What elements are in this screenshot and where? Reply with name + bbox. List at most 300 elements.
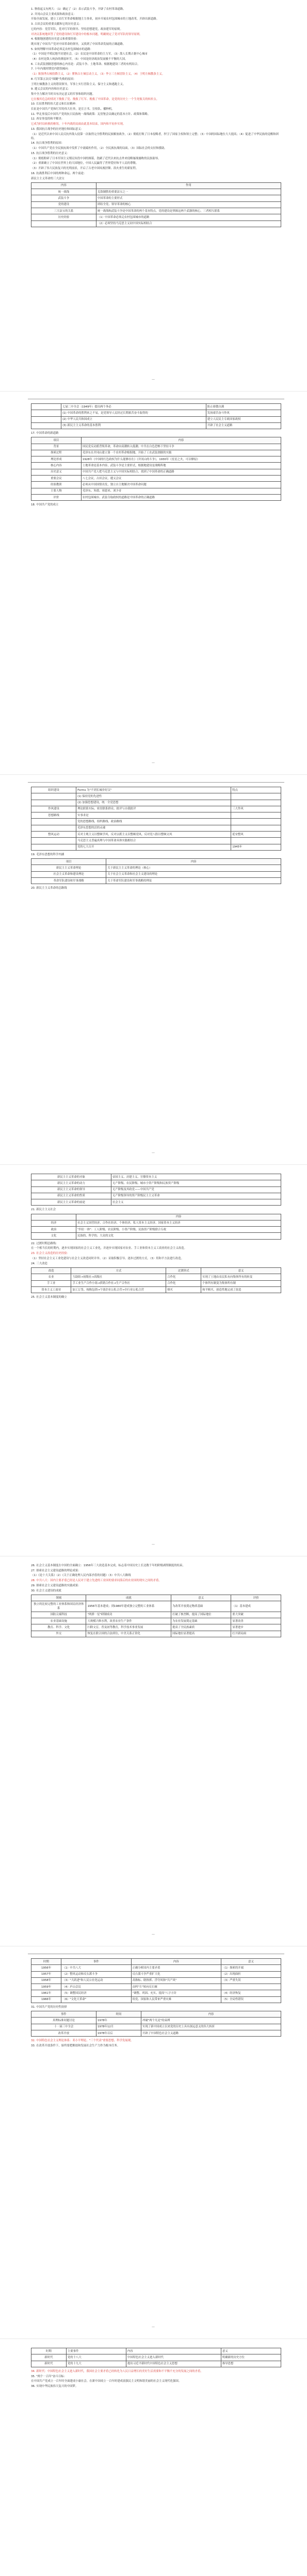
table-cell: 和平赎买，创造性地完成了改造 [201, 1287, 281, 1293]
table-cell: 时期 [31, 2348, 67, 2354]
section-note: 18. 中国共产党的成立 [31, 503, 59, 507]
table-cell: "两弹一星"研制成功 [86, 1612, 171, 1618]
table-cell: 由纠"左"转向反右倾 [131, 1984, 221, 1990]
table-cell [231, 812, 281, 819]
table-cell [231, 800, 281, 806]
table-cell: 经验教训 [31, 482, 82, 488]
table-cell: 党的十九大 [66, 2361, 126, 2367]
table-row [31, 1996, 281, 2003]
new-era-table [31, 2348, 281, 2367]
table-cell: 社会主义革命和建设理论 [31, 871, 106, 877]
text-line: 长征是中国共产党和红军的伟大壮举，是宣言书、宣传队、播种机。 [31, 108, 115, 111]
table-cell: （5）全局性错误 [221, 1996, 281, 2003]
text-line: 3. 古田会议的重要贡献和它的历史意义： [31, 23, 82, 26]
table-cell: 重要会议 [31, 476, 82, 482]
table-cell: 建立人民民主专政国家政权 [206, 416, 281, 422]
table-row [31, 463, 281, 469]
table-cell: 新民主主义革命理论 [31, 865, 106, 871]
table-cell [231, 793, 281, 800]
table-cell: 团结全党、领导革命的核心 [96, 201, 281, 208]
table-cell: 三大作风 [231, 806, 281, 812]
table-cell: 高指标、瞎指挥、浮夸风和"共产风" [131, 1977, 221, 1984]
table-cell: (2) 加强思想建设，统一全党思想 [76, 800, 231, 806]
page-7 [0, 2339, 307, 2576]
exploration-table [31, 1958, 281, 2003]
table-cell: 党的思想路线、组织路线、政治路线 [76, 819, 231, 825]
table-row [31, 189, 281, 195]
table-row [31, 1199, 281, 1206]
revolution-path-table [31, 437, 281, 501]
table-cell: 1978年以后 [96, 2030, 141, 2037]
table-row [31, 800, 281, 806]
table-cell: 历史经验 [31, 214, 96, 221]
text-line: 对决议系统地回答了党的建设和红军建设中的根本问题，明确规定了党对军队的领导原则。 [31, 32, 142, 36]
table-cell: 独立的比较完整的工业体系和国民经济体系 [31, 1601, 86, 1612]
table-header: 作用 [96, 182, 281, 189]
table-header: 成就 [86, 1595, 171, 1601]
section-title: 24. 三大改造 [31, 1262, 47, 1265]
table-cell: 新民主主义革命的对象 [31, 1174, 111, 1180]
table-row [31, 1984, 281, 1990]
table-cell: 无产阶级及其政党——中国共产党 [111, 1187, 281, 1193]
table-row [31, 1618, 281, 1624]
table-row [31, 1274, 281, 1280]
mao-thought-table [31, 858, 281, 884]
table-title: 新民主主义革命的三大法宝 [31, 177, 64, 180]
page-footer: — [152, 378, 155, 381]
table-header: 意义 [201, 1268, 281, 1274]
table-cell [31, 825, 76, 831]
page-3 [0, 775, 307, 1165]
text-line: 34. 新时代：中国特色社会主义进入新时代，我国社会主要矛盾已经转化为人民日益增长的美好生活需要和不平衡不充分的发展之间的矛盾。 [31, 2369, 203, 2373]
table-cell: 加工订货、统购包销→个别企业公私合营→全行业公私合营 [71, 1287, 166, 1293]
page-footer: — [152, 1543, 155, 1546]
table-cell: 主要人物 [31, 488, 82, 494]
table-cell: 文化 [31, 1233, 76, 1239]
table-cell: 实事求是 [76, 812, 231, 819]
table-cell: 实现了土地由农民私有向集体所有的转变 [201, 1274, 281, 1280]
table-cell: 1956年基本建成；到1980年建成独立完整的工业体系 [86, 1601, 171, 1612]
text-line: （1）彻底粉碎了日本军国主义殖民奴役中国的图谋，洗刷了近代以来抗击外来侵略屡战屡败的民族耻辱。 [31, 157, 161, 160]
table-row [31, 871, 281, 877]
table-cell: 1978年 [96, 2018, 141, 2024]
table-cell: "调整、巩固、充实、提高"八字方针 [131, 1990, 221, 1996]
table-cell: 开辟了中国特色社会主义道路 [141, 2030, 281, 2037]
table-row [31, 787, 281, 793]
table-row [31, 806, 281, 812]
table-cell: 新民主主义革命的前途 [31, 1199, 111, 1206]
table-row [31, 1624, 281, 1631]
table-cell: 手工业 [31, 1280, 71, 1286]
table-row [31, 422, 281, 429]
table-header: 意义 [171, 1595, 231, 1601]
table-cell: 毛泽东在井冈山建立第一个农村革命根据地，开始了工农武装割据的实践 [81, 450, 281, 456]
table-cell: 改革开放 [31, 2030, 96, 2037]
table-cell: 合作化 [166, 1280, 201, 1286]
table-cell: 马克思主义普遍真理与中国革命具体实践相结合 [76, 838, 231, 844]
text-line: 29. 探索社会主义建设道路的实践成果： [31, 1584, 81, 1587]
table-cell: 1978年12月 [96, 2024, 141, 2030]
table-cell: 历史意义 [31, 469, 82, 475]
table-row [31, 208, 281, 214]
text-line: 4. 根据地创建的历史意义和重要经验： [31, 38, 79, 41]
table-row [31, 819, 281, 825]
table-header: 内容 [131, 1959, 221, 1965]
table-row [31, 1612, 281, 1618]
table-cell: 作风建设 [31, 806, 76, 812]
table-row [31, 1233, 281, 1239]
table-row [31, 494, 281, 500]
table-cell: 党的十八大 [66, 2354, 126, 2361]
table-cell: 土地革命是基本内容，武装斗争是主要形式，根据地建设是战略阵地 [81, 463, 281, 469]
table-cell: 为农业发展奠定基础 [171, 1618, 231, 1624]
table-row [31, 1990, 281, 1996]
text-line: （3）开辟了伟大民族复兴的光明前景，开启了古老中国凤凰涅槃、浴火重生的新征程。 [31, 166, 139, 170]
table-row [31, 2024, 281, 2030]
table-row [31, 195, 281, 201]
table-cell: 无产阶级、农民阶级、城市小资产阶级和民族资产阶级 [111, 1180, 281, 1187]
table-cell: 1958年 [31, 1977, 61, 1984]
table-cell: 关于新民主主义革命的理论（核心） [106, 865, 281, 871]
table-cell: 给党、国家和人民带来严重灾难 [131, 1996, 221, 2003]
table-cell: 合作化 [166, 1274, 201, 1280]
table-row [31, 1280, 281, 1286]
table-cell: 大规模兴修水利，改善农业生产条件 [86, 1618, 171, 1624]
section-note: 20. 新民主主义革命的总路线 [31, 887, 67, 890]
table-cell [31, 838, 76, 844]
table-cell: 主要事件 [66, 2348, 126, 2354]
table-cell: 为改革开放奠定物质基础 [171, 1601, 231, 1612]
table-cell: 1966年 [31, 1996, 61, 2003]
table-cell: 思想路线 [31, 812, 76, 819]
table-cell: （1）基本建成 [231, 1601, 281, 1612]
table-cell: 正确分析国内主要矛盾 [131, 1965, 221, 1971]
table-row [31, 832, 281, 838]
table-cell [31, 404, 61, 410]
table-cell: 重大突破 [231, 1612, 281, 1618]
text-line: 开始全面发展，建立工农红军革命根据地主力事业，初步开展农村包围城市的土地改革，开辟出新道路。 [31, 18, 159, 21]
table-cell: "四位一体"：工人阶级、农民阶级、小资产阶级、民族资产阶级联合专政 [76, 1227, 281, 1233]
table-cell: 新民主主义革命的动力 [31, 1180, 111, 1187]
table-cell: 新时代 [31, 2354, 67, 2361]
table-cell: (1) 中国革命的胜利来之不易，是党领导人民经过长期艰苦奋斗取得的 [61, 410, 206, 416]
table-cell: 关于社会主义革命和社会主义建设的理论 [106, 871, 281, 877]
text-line: 15. 抗日战争胜利的历史意义： [31, 151, 70, 155]
table-cell: 毛泽东思想的活的灵魂 [76, 825, 231, 831]
text-line: （2）重新确立了中国在世界上的大国地位，中国人民赢得了世界爱好和平人民的尊敬。 [31, 162, 139, 165]
table-row [31, 844, 281, 850]
table-cell: 国民党反动派背叛革命，革命由高潮转入低潮；中共在白色恐怖下坚持斗争 [81, 444, 281, 450]
text-line: 王明左倾教条主义的错误领导，军事上实行冒险主义、保守主义和逃跑主义。 [31, 82, 126, 86]
table-row [31, 404, 281, 410]
table-cell: 打破了核垄断，提高了国际地位 [171, 1612, 231, 1618]
table-cell: 统一战线 [31, 189, 96, 195]
table-row [31, 2018, 281, 2024]
text-line: 33. 在改革开放条件下，始终要把解放和发展社会生产力作为根本任务。 [31, 2044, 120, 2048]
table-cell: 开辟了社会主义道路 [206, 422, 281, 429]
page-footer: — [152, 1151, 155, 1155]
table-row [31, 1977, 281, 1984]
table-cell: 必须从中国国情出发，独立自主地解决中国革命问题 [81, 482, 281, 488]
table-cell: 意义 [221, 2348, 281, 2354]
table-cell: 新时代 [31, 2361, 67, 2367]
table-cell: 党的七大召开 [76, 844, 231, 850]
text-line: （1）《论十大关系》（2）《关于正确处理人民内部矛盾的问题》（3）中共八大路线 [31, 1574, 131, 1578]
table-row [31, 1287, 281, 1293]
table-header: 方式 [71, 1268, 166, 1274]
table-row [31, 2348, 281, 2354]
table-cell: 新民主主义革命的性质 [31, 1193, 111, 1199]
text-line: 26. 社会主义基本制度在中国的全面确立：1956年三大改造基本完成，标志着中国历史上长达数千年的阶级剥削制度的结束。 [31, 1564, 185, 1567]
table-header: 时间 [96, 2011, 141, 2018]
table-header: 内容 [141, 2011, 281, 2018]
table-cell: 反对主观主义以整顿学风，反对宗派主义以整顿党风，反对党八股以整顿文风 [76, 832, 231, 838]
text-line: 36. 实现中华民族伟大复兴的中国梦。 [31, 2385, 78, 2388]
table-row [31, 1965, 281, 1971]
table-cell: 1928年《中国的红色政权为什么能够存在》《井冈山的斗争》，1930年《星星之火，可以燎原》 [81, 456, 281, 463]
table-row [31, 877, 281, 884]
table-cell [31, 221, 96, 227]
table-row [31, 2030, 281, 2037]
page-footer: — [152, 1933, 155, 1936]
table-row [31, 456, 281, 463]
text-line: 在中国共产党成立一百年时全面建成小康社会，在新中国成立一百年时建成富强民主文明和谐美丽的社会主义现代化强国。 [31, 2380, 182, 2383]
table-header: 时期 [31, 1959, 61, 1965]
table-cell: 提高了全民族素质 [171, 1624, 231, 1631]
table-row [31, 1227, 281, 1233]
achievements-table [31, 1595, 281, 1637]
table-cell: 核心内容 [31, 463, 82, 469]
table-cell: Forms 为"不到长城非好汉" [76, 787, 231, 793]
table-cell: 明确新的历史方位 [221, 2354, 281, 2361]
table-cell: 指导思想 [221, 2361, 281, 2367]
table-row [31, 793, 281, 800]
table-cell [31, 416, 61, 422]
table-cell: 关于革命军队建设和军事战略的理论 [106, 877, 281, 884]
section-title: 21. 新民主主义社会 [31, 1208, 56, 1212]
table-header: 内容 [106, 859, 281, 865]
table-header: 领域 [31, 1595, 86, 1601]
table-cell: 中国特色社会主义进入新时代 [126, 2354, 221, 2361]
table-cell: （2）整风运动和反右派斗争 [61, 1971, 132, 1977]
table-cell: 真理标准问题讨论 [31, 2018, 96, 2024]
page-1 [0, 0, 307, 392]
table-cell: 武装斗争 [31, 195, 96, 201]
table-header: 内容 [76, 1214, 281, 1220]
table-cell: 反右派斗争严重扩大化 [131, 1971, 221, 1977]
text-line: 它在极其危急的情况下挽救了党、挽救了红军、挽救了中国革命，是党的历史上一个生死攸关的转折点。 [31, 97, 159, 101]
table-row [31, 865, 281, 871]
text-line: 14. 抗日战争胜利的原因： [31, 142, 64, 145]
table-cell: 国防尖端科技 [31, 1612, 86, 1618]
continued-table [31, 403, 281, 429]
table-cell: 1961年 [31, 1990, 61, 1996]
text-line: 22. 过渡时期总路线： [31, 1242, 59, 1245]
table-row [31, 201, 281, 208]
table-cell [31, 819, 76, 825]
section-title: 19. 毛泽东思想的科学内涵 [31, 853, 64, 856]
table-row [31, 221, 281, 227]
table-row [31, 1193, 281, 1199]
table-cell: 冲破"两个凡是"的束缚 [141, 2018, 281, 2024]
table-cell: 探索过程 [31, 450, 82, 456]
table-cell: 1957年 [31, 1971, 61, 1977]
table-cell: 教育、科学、文化 [31, 1624, 86, 1631]
page-footer: — [152, 2325, 155, 2329]
table-cell: 防止骄傲自满 [206, 404, 281, 410]
table-cell: 赎买 [166, 1287, 201, 1293]
text-line: 1. 秋收起义有两大：（1）确定了（2）表示武装斗争，开辟了农村革命道路。 [31, 8, 126, 11]
table-cell: 克敌制胜的重要法宝之一 [96, 189, 281, 195]
table-row [31, 2354, 281, 2361]
table-row [31, 444, 281, 450]
table-cell: 1945年 [231, 844, 281, 850]
table-cell: 社会主义国营经济、合作社经济、个体经济、私人资本主义经济、国家资本主义经济 [76, 1220, 281, 1226]
table-cell [31, 844, 76, 850]
page-2 [0, 392, 307, 775]
text-line: 27. 探索社会主义建设道路的理论成果： [31, 1569, 81, 1572]
table-cell: 政治 [31, 1227, 76, 1233]
text-line: 35. "两个一百年"奋斗目标： [31, 2375, 67, 2378]
table-header: 内容 [81, 437, 281, 444]
text-line: 它成为时局转换的枢纽，十年内战的局面由此基本结束，国内和平初步实现。 [31, 123, 126, 126]
table-cell: 发扬艰苦奋斗作风 [206, 410, 281, 416]
text-line: 8. 红军第五次反"围剿"失败的原因： [31, 77, 76, 81]
table-row [31, 214, 281, 221]
table-cell [31, 800, 76, 806]
table-cell: 外交 [31, 1631, 86, 1637]
table-cell: 社会主义 [111, 1199, 281, 1206]
table-cell: 个体所有制变为集体所有制 [201, 1280, 281, 1286]
table-cell: 农村包围城市、武装夺取政权的道路是中国革命的正确道路 [81, 494, 281, 500]
new-democracy-table [31, 1214, 281, 1240]
table-cell: 国际地位显著提高 [171, 1631, 231, 1637]
table-header: 事件 [31, 2011, 96, 2018]
table-cell: 三大法宝的关系 [31, 208, 96, 214]
summary-table [31, 182, 281, 227]
table-cell: 打开新局面 [231, 1631, 281, 1637]
table-cell: 中国共产党人把马克思主义与中国实际相结合，找到了中国革命的正确道路 [81, 469, 281, 475]
table-cell: 经济 [31, 1220, 76, 1226]
table-cell: 组织建设 [31, 787, 76, 793]
table-cell: 资本主义工商业 [31, 1287, 71, 1293]
page-4-text [31, 1242, 281, 1261]
table-header: 内容 [31, 182, 96, 189]
table-cell: 实现了新中国成立以来党的历史上具有深远意义的伟大转折 [141, 2024, 281, 2030]
table-cell: (3) 新民主主义革命的基本胜利 [61, 422, 206, 429]
table-cell [231, 838, 281, 844]
table-cell: 显著改善 [231, 1618, 281, 1624]
section-title: 30. 社会主义建设的成就 [31, 1589, 61, 1592]
section-note: 25. 社会主义基本制度的确立 [31, 1296, 67, 1299]
table-row [31, 1187, 281, 1193]
text-line: 32. 中国特色社会主义理论体系：邓小平理论、"三个代表"重要思想、科学发展观。 [31, 2039, 134, 2043]
table-cell: 延安整风 [231, 832, 281, 838]
table-cell: （2）必须坚持马克思主义同中国实际相结合 [96, 221, 281, 227]
table-cell: 评价 [31, 494, 82, 500]
table-row [31, 1631, 281, 1637]
table-cell: 互助组→初级社→高级社 [71, 1274, 166, 1280]
text-line: 11. 华北事变后中国共产党的抗日民族统一战线政策：瓦窑堡会议确定的基本方针、政策和策略。 [31, 112, 151, 116]
text-line: 10. 长征胜利的伟大意义和长征精神： [31, 103, 78, 106]
table-row [31, 482, 281, 488]
table-cell: 1959年 [31, 1984, 61, 1990]
historic-choice-table [31, 2011, 281, 2037]
table-cell: （4）庐山会议 [61, 1984, 132, 1990]
text-line: 23. 社会主义改造的历史经验： [31, 1252, 70, 1256]
text-line: 6. 工农武装割据思想的核心内容是：武装斗争、土地革命、根据地建设三者的有机结合。 [31, 62, 140, 66]
table-header: 意义 [221, 1959, 281, 1965]
table-cell: 内容 [126, 2348, 221, 2354]
table-cell: 扫除文盲，普及初等教育，科学技术事业发展 [86, 1624, 171, 1631]
table-cell [31, 422, 61, 429]
text-line: 在一个相当长的时期内，逐步实现国家的社会主义工业化，并逐步实现国家对农业、手工业和资本主义工商业的社会主义改造。 [31, 1247, 187, 1250]
page-6 [0, 1946, 307, 2339]
table-header: 事件 [61, 1959, 132, 1965]
table-row [31, 1971, 281, 1977]
table-header: 过渡形式 [166, 1268, 201, 1274]
text-line: 28. 中共八大：国内主要矛盾已经是人民对于建立先进的工业国的要求同落后的农业国的现实之间的矛盾。 [31, 1579, 161, 1583]
table-cell: 背景 [31, 444, 82, 450]
table-cell: 毛泽东、朱德、周恩来、刘少奇 [81, 488, 281, 494]
table-header [31, 1214, 76, 1220]
table-cell [231, 825, 281, 831]
text-line: 既实现了中国共产党对中国革命的领导，又找到了中国革命发展的正确道路。 [31, 42, 126, 46]
text-line: 它的内容：党管军队，党对红军的领导、坚持思想建党，政治建军的原则。 [31, 27, 123, 31]
table-cell: 理论形成 [31, 456, 82, 463]
page-4 [0, 1165, 307, 1556]
table-cell: （1）探索的开端 [221, 1965, 281, 1971]
table-cell: 党的建设 [31, 201, 96, 208]
table-cell: (1) 保持党的先进性 [76, 793, 231, 800]
table-row [31, 838, 281, 844]
table-cell: 八七会议，古田会议，遵义会议 [81, 476, 281, 482]
table-cell: 新民主主义革命的领导 [31, 1187, 111, 1193]
table-row [31, 1220, 281, 1226]
page-footer: — [152, 761, 155, 765]
table-cell: 中国革命的主要形式 [96, 195, 281, 201]
text-line: （1）陈独秀右倾投降主义，（2）瞿秋白左倾盲动主义，（3）李立三左倾冒险主义，（4）王明左倾教条主义。 [31, 73, 165, 76]
section-title: 17. 中国革命的新道路 [31, 432, 59, 435]
text-line: 7. 十年内战时期党内错误倾向： [31, 67, 71, 71]
text-line: 2. 井冈山会议主要成果和政治意义： [31, 12, 76, 16]
table-cell: （3）"大跃进"和人民公社化运动 [61, 1977, 132, 1984]
table-row [31, 812, 281, 819]
table-cell: 十一届三中全会 [31, 2024, 96, 2030]
table-row [31, 825, 281, 831]
table-row [31, 416, 281, 422]
table-row [31, 476, 281, 482]
table-cell: 整风运动 [31, 832, 76, 838]
page-7-text [31, 2369, 281, 2388]
table-cell: （2）出现曲折 [221, 1971, 281, 1977]
text-line: （1）中国是半殖民地半封建社会，（2）农民是中国革命的主力军，（3）敌人长期占据中心城市 [31, 53, 148, 56]
text-line: （1）坚持社会主义工业化建设与社会主义改造同时并举。（2）采取积极引导、逐步过渡的方式。（3）用和平方法进行改造。 [31, 1257, 184, 1260]
page-5-text [31, 1564, 281, 1588]
text-line: 12. 西安事变的和平解决： [31, 117, 64, 121]
table-row [31, 1601, 281, 1612]
section-title: 31. 中国共产党的历史性抉择 [31, 2006, 67, 2009]
table-cell: (2) 中华人民共和国成立 [61, 416, 206, 422]
three-transformations-table [31, 1267, 281, 1293]
page-1-text [31, 7, 281, 176]
table-row [31, 488, 281, 494]
text-line: 9. 遵义会议的内容和历史意义： [31, 88, 71, 91]
table-cell [31, 793, 76, 800]
table-cell: 统一战线和武装斗争是中国革命的两个基本特点，党的建设是掌握这两个武器的核心，三者相互联系 [96, 208, 281, 214]
table-cell: 农业 [31, 1274, 71, 1280]
table-header: 项目 [31, 859, 106, 865]
